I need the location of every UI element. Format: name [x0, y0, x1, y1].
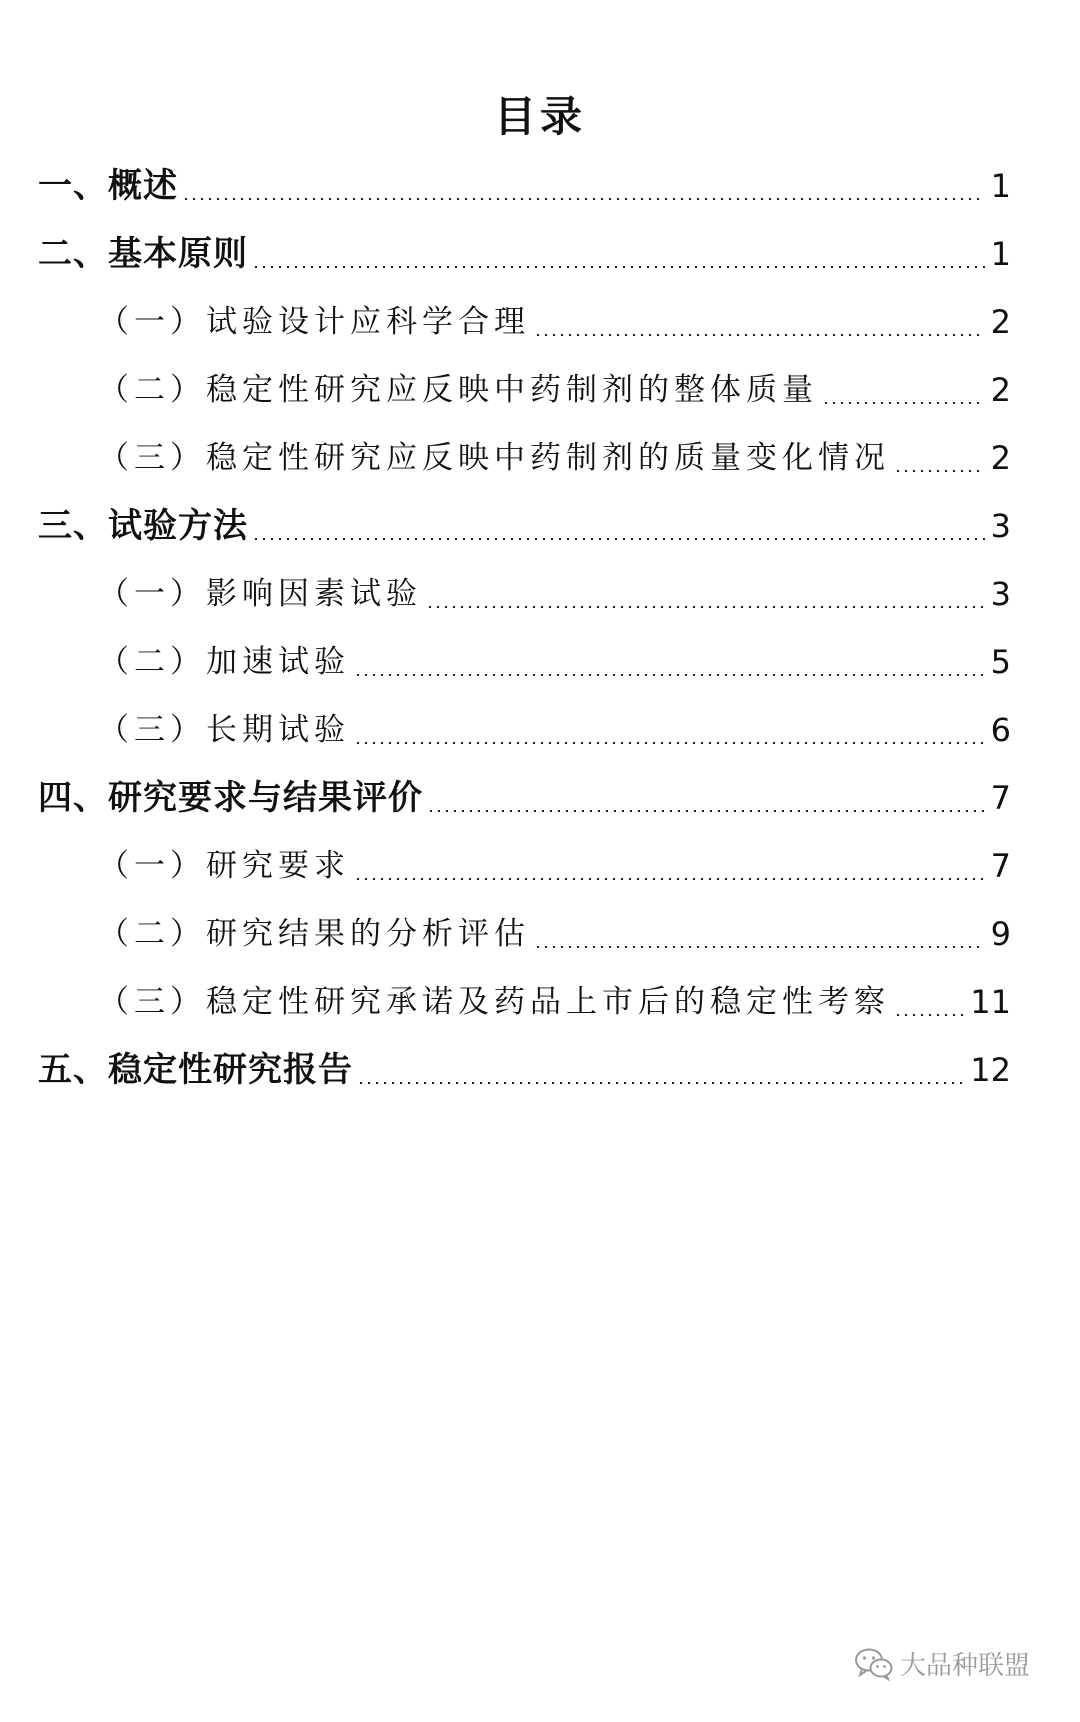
toc-entry-page: 2 — [990, 371, 1011, 409]
dot-leader — [182, 198, 985, 200]
dot-leader — [534, 334, 985, 336]
toc-entry-page: 9 — [990, 915, 1011, 953]
dot-leader — [894, 1014, 964, 1016]
toc-entry-page: 6 — [990, 711, 1011, 749]
toc-entry-page: 7 — [990, 779, 1011, 817]
toc-entry — [38, 218, 1011, 278]
dot-leader — [822, 402, 985, 404]
watermark-text: 大品种联盟 — [899, 1651, 1030, 1681]
dot-leader — [354, 878, 985, 880]
toc-entry-page: 1 — [990, 167, 1011, 205]
toc-entry-text: （二）加速试验 — [98, 644, 350, 680]
toc-entry — [38, 1034, 1011, 1094]
toc-entry — [98, 966, 1011, 1026]
toc-entry-page: 1 — [990, 235, 1011, 273]
toc-entry — [98, 286, 1011, 346]
watermark — [854, 1645, 1030, 1682]
toc-entry-page: 3 — [990, 507, 1011, 545]
dot-leader — [534, 946, 985, 948]
toc-entry — [98, 694, 1011, 754]
dot-leader — [252, 266, 985, 268]
toc-entry-page: 2 — [990, 439, 1011, 477]
toc-entry-page: 7 — [990, 847, 1011, 885]
toc-entry — [38, 150, 1011, 210]
dot-leader — [354, 742, 985, 744]
dot-leader — [357, 1082, 964, 1084]
toc-entry-page: 11 — [970, 983, 1011, 1021]
toc-entry-page: 3 — [990, 575, 1011, 613]
dot-leader — [427, 810, 985, 812]
wechat-icon — [854, 1647, 894, 1681]
toc-entry — [98, 626, 1011, 686]
dot-leader — [426, 606, 985, 608]
toc-entry-text: 二、基本原则 — [38, 234, 248, 274]
toc-entry-text: 一、概述 — [38, 166, 178, 206]
dot-leader — [252, 538, 985, 540]
toc-entry-text: （二）研究结果的分析评估 — [98, 916, 530, 952]
toc-entry-text: （二）稳定性研究应反映中药制剂的整体质量 — [98, 372, 818, 408]
toc-entry — [38, 490, 1011, 550]
toc-entry-page: 5 — [990, 643, 1011, 681]
toc-entry — [98, 422, 1011, 482]
toc-entry — [98, 558, 1011, 618]
toc-entry-text: （三）稳定性研究应反映中药制剂的质量变化情况 — [98, 440, 890, 476]
toc-entry-text: （三）长期试验 — [98, 712, 350, 748]
toc-entry-text: （一）影响因素试验 — [98, 576, 422, 612]
toc-entry-page: 12 — [970, 1051, 1011, 1089]
toc-entry — [38, 762, 1011, 822]
toc-entry-text: 三、试验方法 — [38, 506, 248, 546]
toc-entry-text: （三）稳定性研究承诺及药品上市后的稳定性考察 — [98, 984, 890, 1020]
toc-entry — [98, 354, 1011, 414]
toc-entry-text: （一）研究要求 — [98, 848, 350, 884]
toc-title: 目录 — [493, 92, 586, 141]
toc-entry-text: 五、稳定性研究报告 — [38, 1050, 353, 1090]
toc-entry — [98, 898, 1011, 958]
toc-entry-text: （一）试验设计应科学合理 — [98, 304, 530, 340]
dot-leader — [354, 674, 985, 676]
toc-entry-text: 四、研究要求与结果评价 — [38, 778, 423, 818]
toc-entry — [98, 830, 1011, 890]
toc-entry-page: 2 — [990, 303, 1011, 341]
dot-leader — [894, 470, 985, 472]
